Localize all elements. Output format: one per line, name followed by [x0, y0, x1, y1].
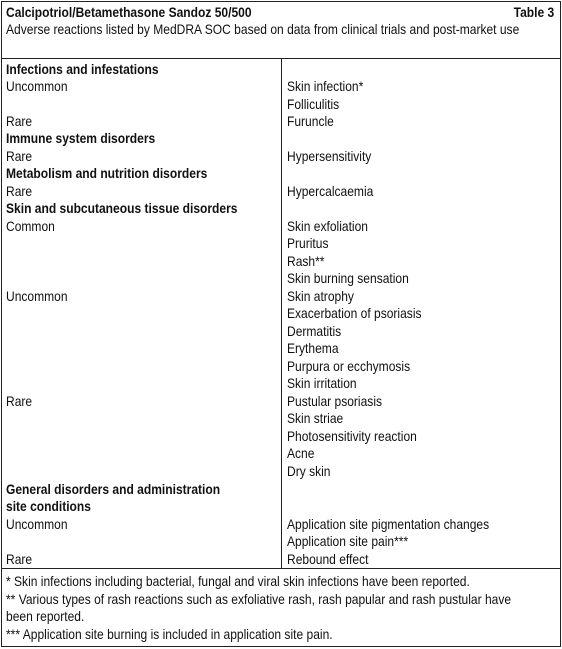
reaction-term: Hypercalcaemia: [287, 183, 374, 199]
reaction-term: Hypersensitivity: [287, 148, 372, 164]
reaction-term: Folliculitis: [287, 96, 340, 112]
reaction-term: Furuncle: [287, 113, 334, 129]
frequency-label: Rare: [6, 113, 33, 129]
table-title: Calcipotriol/Betamethasone Sandoz 50/500: [6, 4, 252, 20]
reaction-term: Skin atrophy: [287, 288, 354, 304]
frequency-label: Uncommon: [6, 78, 68, 94]
frequency-label: Rare: [6, 183, 33, 199]
frequency-label: Common: [6, 218, 55, 234]
soc-heading: Skin and subcutaneous tissue disorders: [6, 200, 238, 216]
footnote: * Skin infections including bacterial, fungal and viral skin infections have been reported.: [6, 573, 470, 589]
reaction-term: Pruritus: [287, 235, 329, 251]
adverse-reactions-table: [1, 1, 561, 647]
frequency-label: Rare: [6, 148, 33, 164]
frequency-label: Uncommon: [6, 288, 68, 304]
soc-heading: General disorders and administration: [6, 481, 221, 497]
table-header: [2, 2, 560, 59]
soc-heading: Infections and infestations: [6, 61, 159, 77]
reaction-term: Skin burning sensation: [287, 270, 409, 286]
soc-heading: Metabolism and nutrition disorders: [6, 165, 208, 181]
table-number: Table 3: [513, 4, 554, 20]
reaction-term: Erythema: [287, 340, 339, 356]
reaction-term: Skin infection*: [287, 78, 364, 94]
frequency-label: Rare: [6, 393, 33, 409]
soc-heading-continued: site conditions: [6, 498, 91, 514]
frequency-label: Rare: [6, 551, 33, 567]
frequency-label: Uncommon: [6, 516, 68, 532]
reaction-term: Acne: [287, 445, 315, 461]
footnote: *** Application site burning is included in application site pain.: [6, 625, 333, 642]
table-caption: Adverse reactions listed by MedDRA SOC based on data from clinical trials and post-market use: [6, 21, 520, 37]
reaction-term: Rash**: [287, 253, 325, 269]
reaction-term: Purpura or ecchymosis: [287, 358, 411, 374]
reaction-term: Pustular psoriasis: [287, 393, 383, 409]
reaction-term: Skin striae: [287, 410, 344, 426]
soc-heading: Immune system disorders: [6, 130, 156, 146]
reaction-term: Skin irritation: [287, 375, 357, 391]
table-body: [2, 59, 560, 569]
reaction-term: Dry skin: [287, 463, 331, 479]
reaction-term: Application site pigmentation changes: [287, 516, 490, 532]
footnote: ** Various types of rash reactions such as exfoliative rash, rash papular and rash pustular have been reported.: [6, 590, 512, 624]
reaction-term: Photosensitivity reaction: [287, 428, 417, 444]
reaction-term: Skin exfoliation: [287, 218, 368, 234]
reaction-term: Exacerbation of psoriasis: [287, 305, 422, 321]
reaction-term: Application site pain***: [287, 533, 409, 549]
reaction-term: Dermatitis: [287, 323, 342, 339]
table-footnotes: [6, 573, 556, 643]
column-divider: [281, 59, 282, 568]
reaction-term: Rebound effect: [287, 551, 369, 567]
